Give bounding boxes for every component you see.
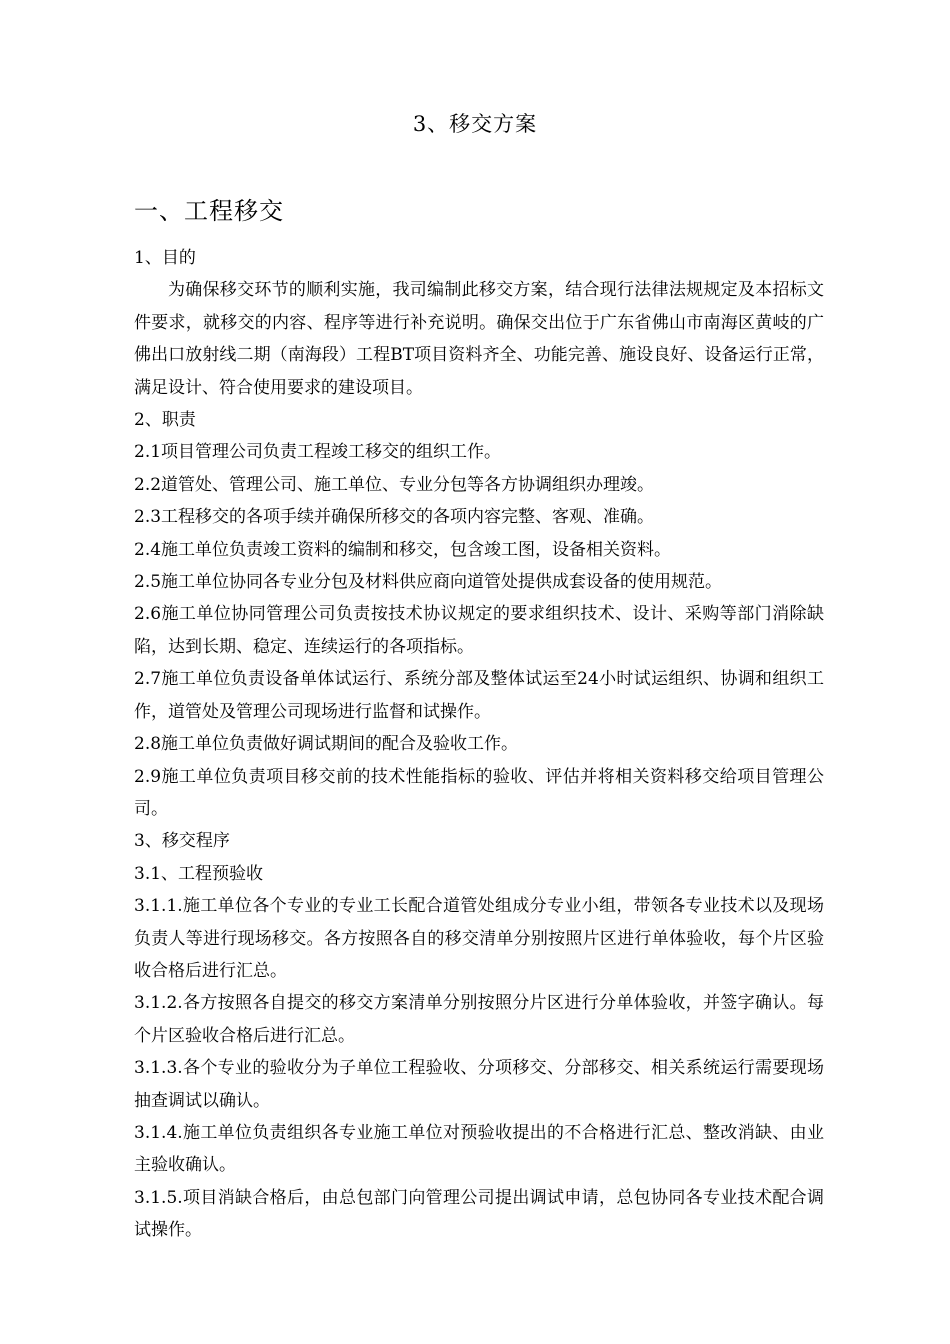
document-body: [134, 242, 824, 1247]
paragraph: 3.1、工程预验收: [134, 863, 264, 884]
paragraph: 2.3工程移交的各项手续并确保所移交的各项内容完整、客观、准确。: [134, 507, 655, 528]
paragraph: 3.1.4.施工单位负责组织各专业施工单位对预验收提出的不合格进行汇总、整改消缺、由业主验收确认。: [134, 1122, 824, 1176]
paragraph: 2、职责: [134, 410, 196, 431]
paragraph: 2.6施工单位协同管理公司负责按技术协议规定的要求组织技术、设计、采购等部门消除缺陷，达到长期、稳定、连续运行的各项指标。: [134, 604, 824, 657]
paragraph: 2.4施工单位负责竣工资料的编制和移交，包含竣工图，设备相关资料。: [134, 539, 672, 560]
section-heading: 一、工程移交: [134, 197, 284, 225]
paragraph: 2.8施工单位负责做好调试期间的配合及验收工作。: [134, 734, 519, 755]
paragraph: 3.1.5.项目消缺合格后，由总包部门向管理公司提出调试申请，总包协同各专业技术配合调试操作。: [134, 1187, 824, 1241]
paragraph: 2.7施工单位负责设备单体试运行、系统分部及整体试运至24小时试运组织、协调和组织工作，道管处及管理公司现场进行监督和试操作。: [134, 669, 824, 722]
paragraph: 3.1.1.施工单位各个专业的专业工长配合道管处组成分专业小组，带领各专业技术以及现场负责人等进行现场移交。各方按照各自的移交清单分别按照片区进行单体验收，每个片区验收合格后进行汇总。: [134, 896, 824, 981]
document-title: 3、移交方案: [412, 112, 538, 136]
paragraph: 1、目的: [134, 248, 196, 268]
paragraph: 2.5施工单位协同各专业分包及材料供应商向道管处提供成套设备的使用规范。: [134, 572, 723, 593]
paragraph: 3.1.3.各个专业的验收分为子单位工程验收、分项移交、分部移交、相关系统运行需要现场抽查调试以确认。: [134, 1058, 824, 1111]
paragraph: 3.1.2.各方按照各自提交的移交方案清单分别按照分片区进行分单体验收，并签字确认。每个片区验收合格后进行汇总。: [134, 993, 824, 1046]
paragraph: 2.1项目管理公司负责工程竣工移交的组织工作。: [134, 442, 502, 463]
paragraph: 为确保移交环节的顺利实施，我司编制此移交方案，结合现行法律法规规定及本招标文件要求，就移交的内容、程序等进行补充说明。确保交出位于广东省佛山市南海区黄岐的广佛出口放射线二期（南海段）工程BT项目资料齐全、功能完善、施设良好、设备运行正常，满足设计、符合使用要求的建设项目。: [134, 280, 824, 398]
paragraph: 3、移交程序: [134, 831, 230, 852]
paragraph: 2.9施工单位负责项目移交前的技术性能指标的验收、评估并将相关资料移交给项目管理公司。: [134, 766, 824, 819]
paragraph: 2.2道管处、管理公司、施工单位、专业分包等各方协调组织办理竣。: [134, 474, 655, 495]
